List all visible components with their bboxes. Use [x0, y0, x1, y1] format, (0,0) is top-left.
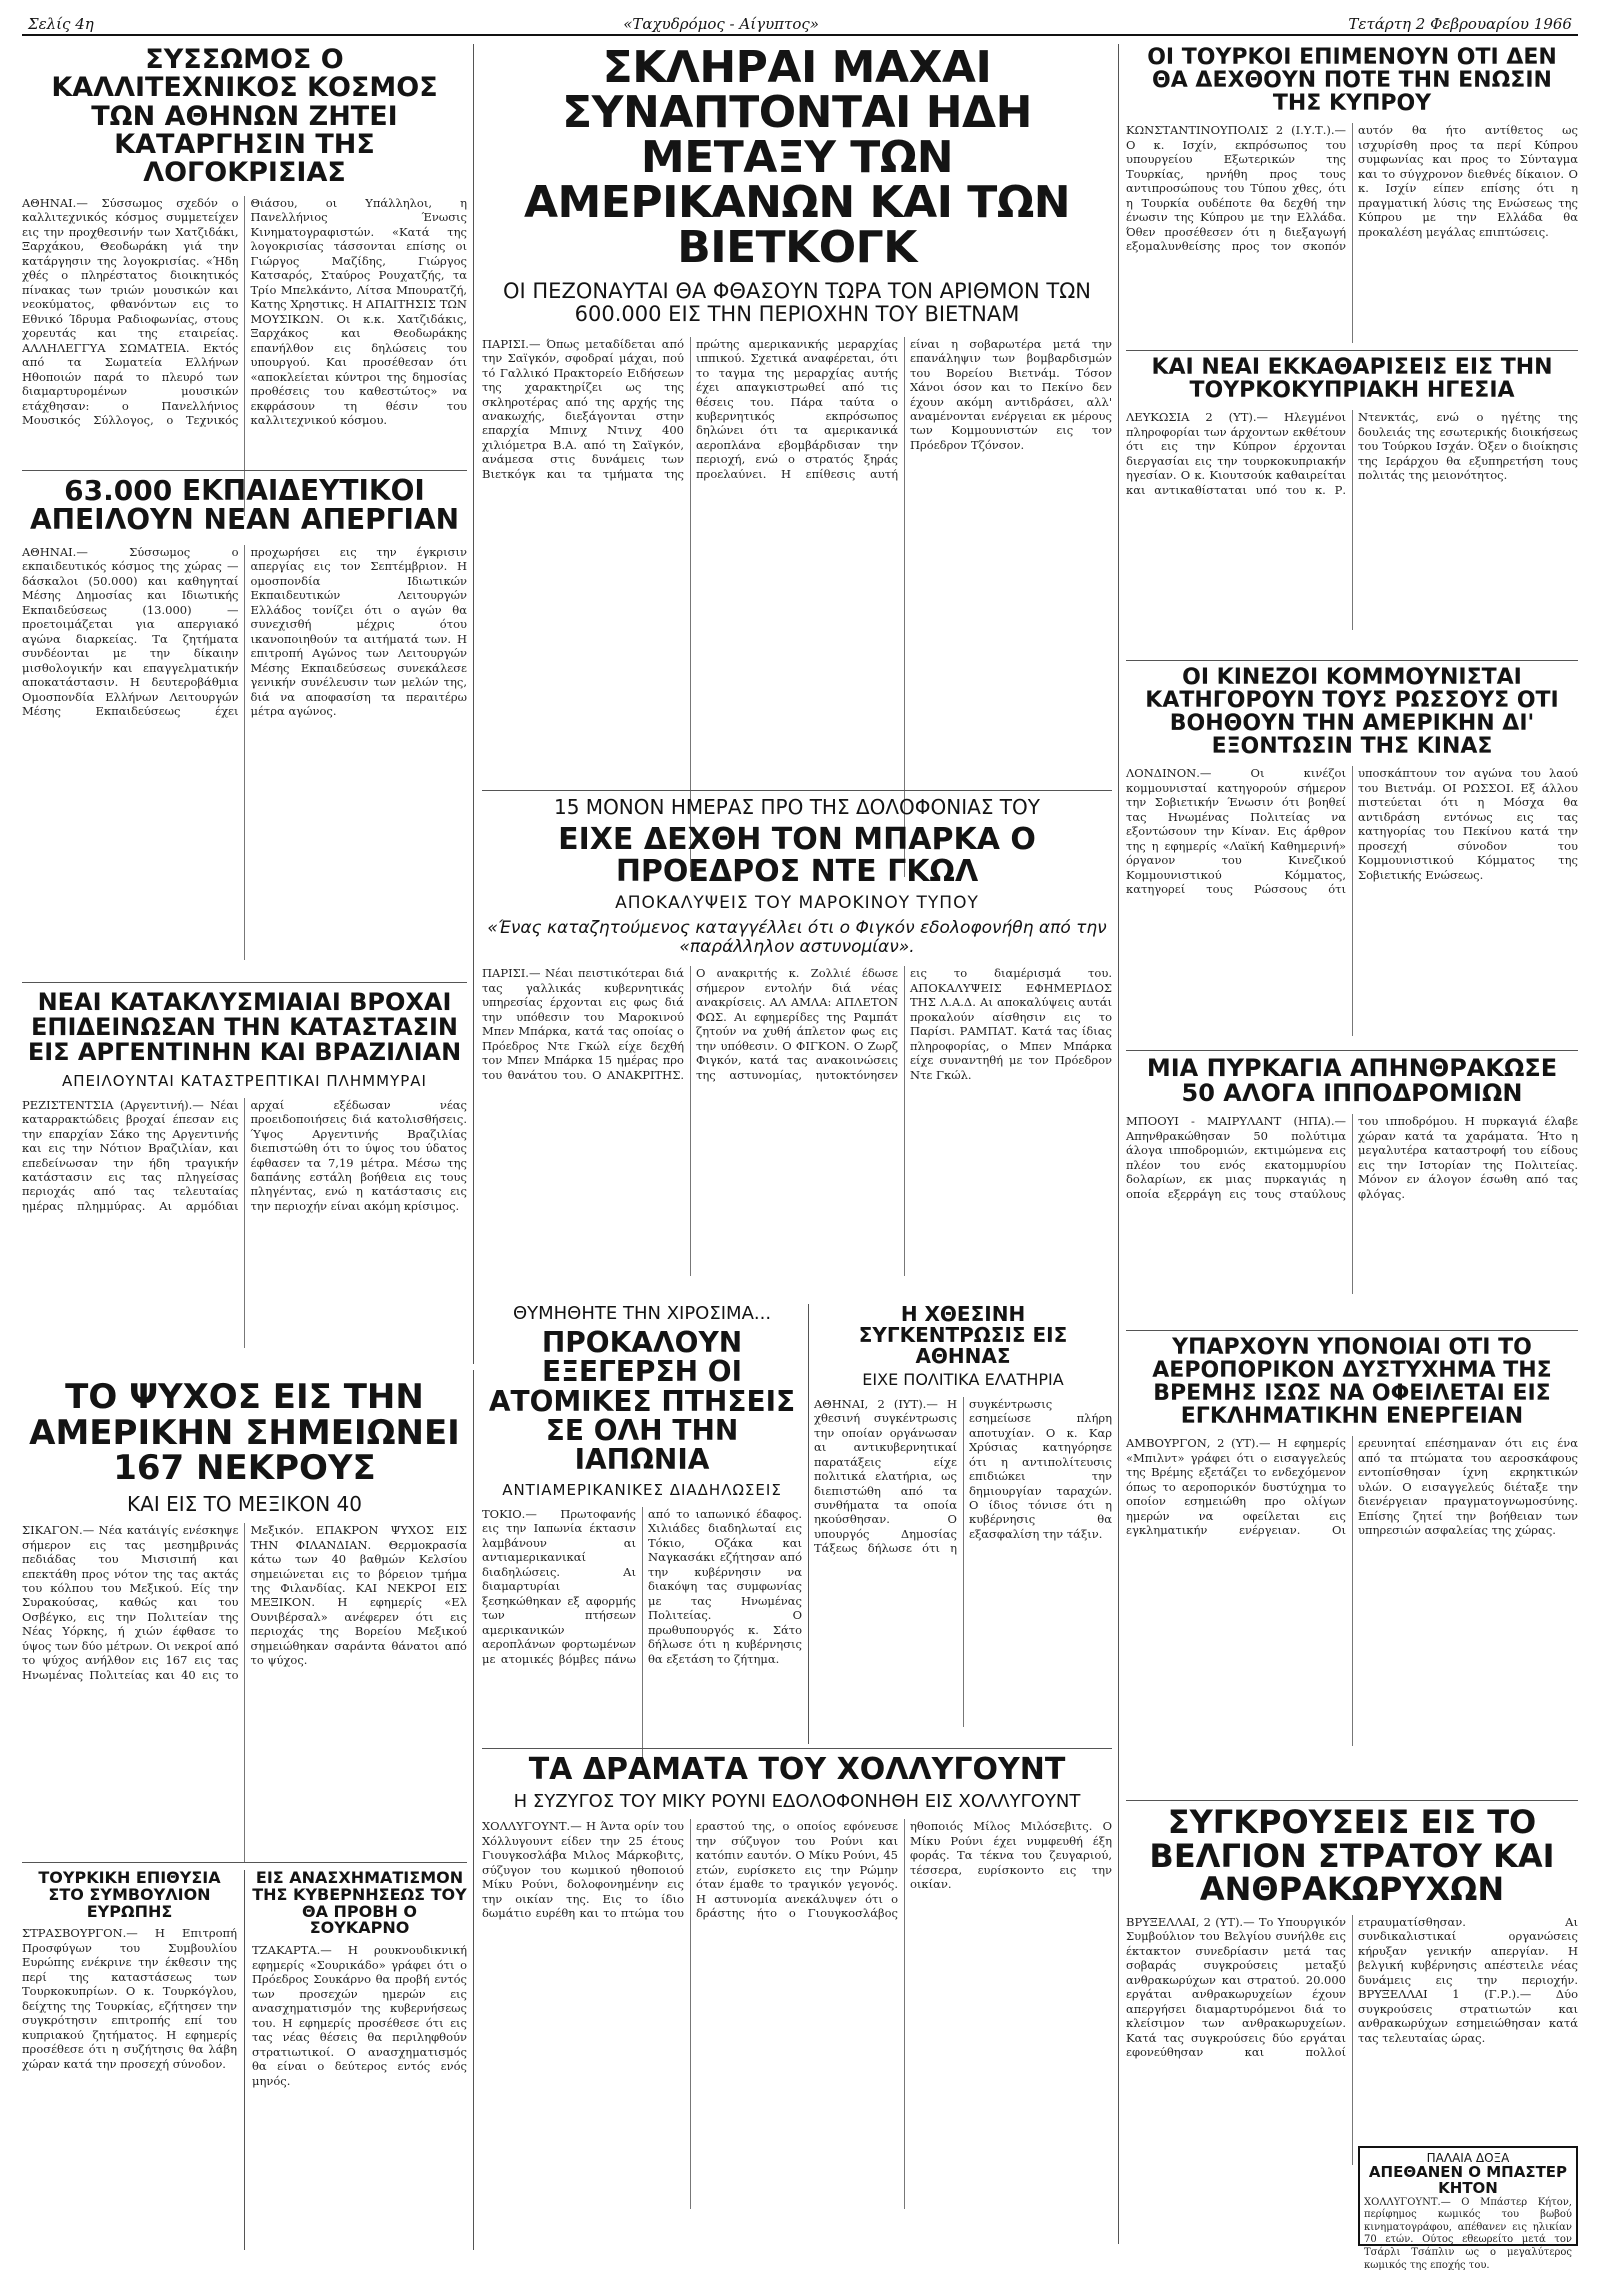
- headline: ΝΕΑΙ ΚΑΤΑΚΛΥΣΜΙΑΙΑΙ ΒΡΟΧΑΙ ΕΠΙΔΕΙΝΩΣΑΝ ΤΗΝ ΚΑΤΑΣΤΑΣΙΝ ΕΙΣ ΑΡΓΕΝΤΙΝΗΝ ΚΑΙ ΒΡΑΖΙΛΙΑΝ: [27, 988, 462, 1067]
- newspaper-name: «Ταχυδρόμος - Αίγυπτος»: [617, 15, 825, 33]
- article-belgium-clashes: [1126, 1803, 1578, 2271]
- article-body: ΑΜΒΟΥΡΓΟΝ, 2 (ΥΤ).— Η εφημερίς «Μπιλντ» γράφει ότι ο εισαγγελεύς της Βρέμης εξετάζει το ενδεχόμενον όπως το αεροπορικόν δυστύχημα το οποίον εσημειώθη προ ολίγων ημερών να οφείλεται εις εγκληματικήν ενέργειαν. Οι ερευνηταί επέσημαναν ότι εις ένα από τα πτώματα του αεροσκάφους εντοπίσθησαν ίχνη εκρηκτικών υλών. Ο εισαγγελεύς διέταξε την διενέργειαν πραγματογνωμοσύνης. Επίσης ζητεί την βοήθειαν των υπηρεσιών ασφαλείας της χώρας.: [1126, 1436, 1578, 1538]
- article-hollywood: [482, 1754, 1112, 2250]
- headline: ΕΙΧΕ ΔΕΧΘΗ ΤΟΝ ΜΠΑΡΚΑ Ο ΠΡΟΕΔΡΟΣ ΝΤΕ ΓΚΩΛ: [558, 822, 1036, 889]
- article-body: ΑΘΗΝΑΙ.— Σύσσωμος ο εκπαιδευτικός κόσμος της χώρας — δάσκαλοι (50.000) και καθηγηταί Μέσης Δημοσίας και Ιδιωτικής Εκπαιδεύσεως (13.000) — προετοιμάζεται για απεργιακό αγώνα διαρκείας. Τα ζητήματα συνδέονται με την δίκαιην μισθολογικήν και επαγγελματικήν αποκατάστασιν. Η δευτεροβάθμια Ομοσπονδία Ελλήνων Λειτουργών Μέσης Εκπαιδεύσεως έχει προχωρήσει εις την έγκρισιν απεργίας εις τον Σεπτέμβριον. Η ομοσπονδία Ιδιωτικών Εκπαιδευτικών Λειτουργών Ελλάδος τονίζει ότι ο αγών θα συνεχισθή μέχρις ότου ικανοποιηθούν τα αιτήματά των. Η επιτροπή Αγώνος των Λειτουργών Μέσης Εκπαιδεύσεως συνεκάλεσε γενικήν συνέλευσιν των μελών της, διά να αποφασίση τα περαιτέρω μέτρα αγώνος.: [22, 544, 467, 719]
- headline: ΟΙ ΚΙΝΕΖΟΙ ΚΟΜΜΟΥΝΙΣΤΑΙ ΚΑΤΗΓΟΡΟΥΝ ΤΟΥΣ ΡΩΣΣΟΥΣ ΟΤΙ ΒΟΗΘΟΥΝ ΤΗΝ ΑΜΕΡΙΚΗΝ ΔΙ' ΕΞΟΝΤΩΣΙΝ ΤΗΣ ΚΙΝΑΣ: [1145, 665, 1559, 760]
- headline: ΕΙΣ ΑΝΑΣΧΗΜΑΤΙΣΜΟΝ ΤΗΣ ΚΥΒΕΡΝΗΣΕΩΣ ΤΟΥ ΘΑ ΠΡΟΒΗ Ο ΣΟΥΚΑΡΝΟ: [252, 1868, 467, 1938]
- article-teachers-strike: [22, 476, 467, 976]
- article-body: ΛΟΝΔΙΝΟΝ.— Οι κινέζοι κομμουνισταί κατηγορούν σήμερον την Σοβιετικήν Ένωσιν ότι βοηθεί τας Ηνωμένας Πολιτείας να εξοντώσουν την Κίναν. Εις άρθρον της η εφημερίς «Λαϊκή Καθημερινή» όργανον του Κινεζικού Κομμουνιστικού Κόμματος, κατηγορεί τους Ρώσσους ότι υποσκάπτουν τον αγώνα του λαού του Βιετνάμ. ΟΙ ΡΩΣΣΟΙ. Εξ άλλου πιστεύεται ότι η Μόσχα θα αντιδράση εντόνως εις τας κατηγορίας του Πεκίνου κατά την προσεχή σύνοδον του Κομμουνιστικού Κόμματος της Σοβιετικής Ενώσεως.: [1126, 766, 1578, 897]
- article-sukarno: [252, 1870, 467, 2250]
- article-body: ΑΘΗΝΑΙ.— Σύσσωμος σχεδόν ο καλλιτεχνικός κόσμος συμμετείχεν εις την προχθεσινήν των Χατζιδάκι, Ξαρχάκου, Θεοδωράκη γιά την κατάργησιν της λογοκρισίας. «Ήδη χθές ο πληρέστατος διοικητικός πίνακας των τριών μουσικών και νεοκύματος, φθανόντων εις το Εθνικό Ίδρυμα Ραδιοφωνίας, στους χορευτάς και της εταιρείας. ΑΛΛΗΛΕΓΓΥΑ ΣΩΜΑΤΕΙΑ. Εκτός από τα Σωματεία Ελλήνων Ηθοποιών παρά το πλευρό των διαμαρτυρομένων μουσικών ετάχθησαν: ο Πανελλήνιος Μουσικός Σύλλογος, ο Τεχνικός Θιάσου, οι Υπάλληλοι, η Πανελλήνιος Ένωσις Κινηματογραφιστών. «Κατά της λογοκρισίας τάσσονται επίσης οι Γιώργος Μαζίδης, Γιώργος Κατσαρός, Σταύρος Ρουχατζής, τα Τρίο Μπελκάντο, Λίτσα Μπουρατζή, Κατης Χρηστικς. Η ΑΠΑΙΤΗΣΙΣ ΤΩΝ ΜΟΥΣΙΚΩΝ. Οι κ.κ. Χατζιδάκις, Ξαρχάκος και Θεοδωράκης επανήλθον εις δηλώσεις του υπουργού. Και προσέθεσαν ότι «αποκλείεται κύντροι της δημοσίας προθέσεις του καθεστώτος» να εκφράσουν τη θέσιν του καλλιτεχνικού κόσμου.: [22, 195, 467, 427]
- headline: ΣΥΣΣΩΜΟΣ Ο ΚΑΛΛΙΤΕΧΝΙΚΟΣ ΚΟΣΜΟΣ ΤΩΝ ΑΘΗΝΩΝ ΖΗΤΕΙ ΚΑΤΑΡΓΗΣΙΝ ΤΗΣ ΛΟΓΟΚΡΙΣΙΑΣ: [51, 44, 438, 189]
- subheadline: ΟΙ ΠΕΖΟΝΑΥΤΑΙ ΘΑ ΦΘΑΣΟΥΝ ΤΩΡΑ ΤΟΝ ΑΡΙΘΜΟΝ ΤΩΝ 600.000 ΕΙΣ ΤΗΝ ΠΕΡΙΟΧΗΝ ΤΟΥ ΒΙΕΤΝΑΜ: [502, 279, 1092, 327]
- headline: ΟΙ ΤΟΥΡΚΟΙ ΕΠΙΜΕΝΟΥΝ ΟΤΙ ΔΕΝ ΘΑ ΔΕΧΘΟΥΝ ΠΟΤΕ ΤΗΝ ΕΝΩΣΙΝ ΤΗΣ ΚΥΠΡΟΥ: [1147, 45, 1557, 117]
- article-body: ΧΟΛΛΥΓΟΥΝΤ.— Η Άντα ορίν του Χόλλυγουντ είδεν την 25 έτους Γιουγκοσλάβα Μιλος Μάρκοβιτς, σύζυγον του κωμικού ηθοποιού Μίκυ Ρούνι, δολοφονημένην εις την οικίαν της. Εις το ίδιο δωμάτιο ευρέθη και το πτώμα του εραστού της, ο οποίος εφόνευσε την σύζυγον του Ρούνι και κατόπιν εαυτόν. Ο Μίκυ Ρούνι, 45 ετών, ευρίσκετο εις την Ρώμην όταν έμαθε το τραγικόν γεγονός. Η αστυνομία ανεκάλυψεν ότι ο δράστης ήτο ο Γιουγκοσλάβος ηθοποιός Μίλος Μιλόσεβιτς. Ο Μίκυ Ρούνι έχει νυμφευθή έξη φοράς. Τα τέκνα του ζευγαριού, τέσσερα, ευρίσκοντο εις την οικίαν.: [482, 1819, 1112, 1921]
- article-air-crash: [1126, 1336, 1578, 1806]
- article-body: ΑΘΗΝΑΙ, 2 (ΙΥΤ).— Η χθεσινή συγκέντρωσις την οποίαν οργάνωσαν αι αντικυβερνητικαί παρατάξεις είχε πολιτικά ελατήρια, ως διεπιστώθη από τα συνθήματα τα οποία ηκούσθησαν. Ο υπουργός Δημοσίας Τάξεως δήλωσε ότι η συγκέντρωσις εσημείωσε πλήρη αποτυχίαν. Ο κ. Καρ Χρύσιας κατηγόρησε ότι η αντιπολίτευσις επιδιώκει την δημιουργίαν ταραχών. Ο ίδιος τόνισε ότι η κυβέρνησις θα εξασφαλίση την τάξιν.: [814, 1396, 1112, 1556]
- section-divider: [1126, 1050, 1578, 1051]
- headline: ΚΑΙ ΝΕΑΙ ΕΚΚΑΘΑΡΙΣΕΙΣ ΕΙΣ ΤΗΝ ΤΟΥΡΚΟΚΥΠΡΙΑΚΗ ΗΓΕΣΙΑ: [1151, 355, 1553, 404]
- pull-quote: «Ένας καταζητούμενος καταγγέλλει ότι ο Φιγκόν εδολοφονήθη από την «παράλληλον αστυνομίαν».: [487, 918, 1107, 957]
- article-council-of-europe: [22, 1870, 237, 2250]
- article-body: ΚΩΝΣΤΑΝΤΙΝΟΥΠΟΛΙΣ 2 (Ι.Υ.Τ.).— Ο κ. Ισχίν, εκπρόσωπος του υπουργείου Εξωτερικών της Τουρκίας, ηρνήθη προς τους αντιπροσώπους του Τύπου χθες, ότι η Τουρκία ουδέποτε θα δεχθή την ένωσιν της Κύπρου με την Ελλάδα. Όθεν προσέθεσεν ότι η διεξαγωγή εξομαλυνθείσης προς τον σκοπόν αυτόν θα ήτο αντίθετος ως ισχυρίσθη προς τα περί Κύπρου συμφωνίας και προς το Σύνταγμα και το σύγχρονον διεθνές δίκαιον. Ο κ. Ισχίν είπεν επίσης ότι η πραγματική λύσις της Ενώσεως της Κύπρου με την Ελλάδα θα προκαλέση μεγάλας επιπτώσεις.: [1126, 123, 1578, 254]
- article-stable-fire: [1126, 1056, 1578, 1326]
- section-divider: [1126, 1330, 1578, 1331]
- section-divider: [22, 982, 467, 983]
- article-floods: [22, 990, 467, 1370]
- subheadline: ΚΑΙ ΕΙΣ ΤΟ ΜΕΞΙΚΟΝ 40: [127, 1492, 362, 1517]
- article-japan-protests: [482, 1304, 802, 1744]
- article-body: ΒΡΥΞΕΛΛΑΙ, 2 (ΥΤ).— Το Υπουργικόν Συμβούλιον του Βελγίου συνήλθε εις έκτακτον συνεδρίασιν μετά τας σοβαράς συγκρούσεις μεταξύ ανθρακωρύχων και στρατού. 20.000 εργάται ανθρακωρυχείων έχουν απεργήσει διαμαρτυρόμενοι διά το κλείσιμον των ανθρακωρυχείων. Κατά τας συγκρούσεις δύο εργάται εφονεύθησαν και πολλοί ετραυματίσθησαν. Αι συνδικαλιστικαί οργανώσεις κήρυξαν γενικήν απεργίαν. Η βελγική κυβέρνησις απέστειλε νέας δυνάμεις εις την περιοχήν. ΒΡΥΞΕΛΛΑΙ 1 (Γ.Ρ.).— Δύο συγκρούσεις στρατιωτών και ανθρακωρύχων εσημειώθησαν κατά τας τελευταίας ώρας.: [1126, 1914, 1578, 2060]
- article-vietnam: [482, 42, 1112, 786]
- kicker: ΠΑΛΑΙΑ ΔΟΞΑ: [1426, 2151, 1510, 2165]
- headline: ΤΟ ΨΥΧΟΣ ΕΙΣ ΤΗΝ ΑΜΕΡΙΚΗΝ ΣΗΜΕΙΩΝΕΙ 167 ΝΕΚΡΟΥΣ: [29, 1377, 460, 1489]
- headline: ΣΥΓΚΡΟΥΣΕΙΣ ΕΙΣ ΤΟ ΒΕΛΓΙΟΝ ΣΤΡΑΤΟΥ ΚΑΙ ΑΝΘΡΑΚΩΡΥΧΩΝ: [1149, 1803, 1555, 1909]
- section-divider: [1126, 660, 1578, 661]
- subheadline: ΑΠΟΚΑΛΥΨΕΙΣ ΤΟΥ ΜΑΡΟΚΙΝΟΥ ΤΥΠΟΥ: [615, 893, 979, 913]
- headline: ΑΠΕΘΑΝΕΝ Ο ΜΠΑΣΤΕΡ ΚΗΤΟΝ: [1368, 2163, 1568, 2197]
- section-divider: [22, 1862, 467, 1863]
- section-divider: [482, 790, 1112, 791]
- article-athens-rally: [814, 1304, 1112, 1744]
- column-rule: [808, 1304, 809, 1744]
- kicker: 15 ΜΟΝΟΝ ΗΜΕΡΑΣ ΠΡΟ ΤΗΣ ΔΟΛΟΦΟΝΙΑΣ ΤΟΥ: [554, 795, 1040, 819]
- article-body: ΠΑΡΙΣΙ.— Όπως μεταδίδεται από την Σαϊγκόν, σφοδραί μάχαι, πού τό Γαλλικό Πρακτορείο Ειδήσεων της χαρακτηρίζει ως της σκληροτέρας από της αρχής της ανακωχής, διεξάγονται στην επαρχία Μπινχ Ντινχ 400 χιλιόμετρα Β.Α. από τη Σαϊγκόν, ανάμεσα στις δυνάμεις των Βιετκόγκ και τα τμήματα της πρώτης αμερικανικής μεραρχίας ιππικού. Σχετικά αναφέρεται, ότι το ταγμα της μεραρχίας αυτής έχει απαγκιστρωθεί από τις θέσεις του. Πάρα ταύτα ο κυβερνητικός εκπρόσωπος δηλώνει ότι τα αμερικανικά αεροπλάνα εβομβάρδισαν την περιοχή, ενώ ο στρατός ξηράς προελαύνει. Η επίθεσις αυτή είναι η σοβαρωτέρα μετά την επανάληψιν των βομβαρδισμών του Βορείου Βιετνάμ. Τόσον Χάνοι όσον και το Πεκίνο δεν έχουν ακόμη αντιδράσει, αλλ' αναμένονται ενέργειαι εκ μέρους των Κομμουνιστών εις τον Πρόεδρον Τζόνσον.: [482, 336, 1112, 481]
- article-chinese-communists: [1126, 666, 1578, 1046]
- column-rule: [473, 44, 474, 1364]
- article-body: ΣΙΚΑΓΟΝ.— Νέα κατάιγίς ενέσκηψε σήμερον εις τας μεσημβρινάς πεδιάδας του Μισισιπή και επεκτάθη προς νότον της τας ακτάς του κόλπου του Μεξικού. Είς την Συρακούσας, καθώς και του Οσβέγκο, εις την Πολιτείαν της Νέας Υόρκης, ή χιών έφθασε το ύψος των δύο μέτρων. Οι νεκροί από το ψύχος ανήλθον εις 167 εις τας Ηνωμένας Πολιτείας και 40 εις το Μεξικόν. ΕΠΑΚΡΟΝ ΨΥΧΟΣ ΕΙΣ ΤΗΝ ΦΙΛΑΝΔΙΑΝ. Θερμοκρασία κάτω των 40 βαθμών Κελσίου σημειώνεται εις το βόρειον τμήμα της Φιλανδίας. ΚΑΙ ΝΕΚΡΟΙ ΕΙΣ ΜΕΞΙΚΟΝ. Η εφημερίς «Ελ Ουνιβέρσαλ» ανέφερεν ότι εις περιοχάς της Βορείου Μεξικού σημειώθηκαν σαράντα θάνατοι από το ψύχος.: [22, 1523, 467, 1682]
- section-divider: [482, 1748, 1112, 1749]
- column-rule: [1118, 44, 1119, 2244]
- article-body: ΡΕΖΙΣΤΕΝΤΣΙΑ (Αργεντινή).— Νέαι καταρρακτώδεις βροχαί έπεσαν εις την επαρχίαν Σάκο της Αργεντινής και εις την Νότιον Βραζιλίαν, και επεδείνωσαν την ήδη τραγικήν κατάστασιν εις τας πληγείσας περιοχάς από τας τελευταίας ημέρας πλημμύρας. Αι αρμόδιαι αρχαί εξέδωσαν νέας προειδοποιήσεις διά κατολισθήσεις. Ύψος Αργεντινής Βραζιλίας διεπιστώθη ότι το ύψος του ύδατος έφθασεν τα 7,19 μέτρα. Μέσω της δαπάνης εστάλη βοήθεια εις τους πληγέντας, ενώ η κατάστασις εις την περιοχήν είναι ακόμη κρίσιμος.: [22, 1097, 467, 1213]
- article-body: ΤΟΚΙΟ.— Πρωτοφανής εις την Ιαπωνία έκτασιν λαμβάνουν αι αντιαμερικανικαί διαδηλώσεις. Αι διαμαρτυρίαι ξεσηκώθηκαν εξ αφορμής των πτήσεων αμερικανικών αεροπλάνων φορτωμένων με ατομικές βόμβες πάνω από το ιαπωνικό έδαφος. Χιλιάδες διαδηλωταί εις Τόκιο, Οζάκα και Ναγκασάκι εζήτησαν από την κυβέρνησιν να διακόψη τας συμφωνίας με τας Ηνωμένας Πολιτείας. Ο πρωθυπουργός κ. Σάτο δήλωσε ότι η κυβέρνησις θα εξετάση το ζήτημα.: [482, 1506, 802, 1666]
- headline: ΥΠΑΡΧΟΥΝ ΥΠΟΝΟΙΑΙ ΟΤΙ ΤΟ ΑΕΡΟΠΟΡΙΚΟΝ ΔΥΣΤΥΧΗΜΑ ΤΗΣ ΒΡΕΜΗΣ ΙΣΩΣ ΝΑ ΟΦΕΙΛΕΤΑΙ ΕΙΣ ΕΓΚΛΗΜΑΤΙΚΗΝ ΕΝΕΡΓΕΙΑΝ: [1152, 1335, 1552, 1430]
- headline: ΤΟΥΡΚΙΚΗ ΕΠΙΘΥΣΙΑ ΣΤΟ ΣΥΜΒΟΥΛΙΟΝ ΕΥΡΩΠΗΣ: [38, 1868, 221, 1921]
- headline: ΜΙΑ ΠΥΡΚΑΓΙΑ ΑΠΗΝΘΡΑΚΩΣΕ 50 ΑΛΟΓΑ ΙΠΠΟΔΡΟΜΙΩΝ: [1146, 1054, 1558, 1108]
- article-body: ΤΖΑΚΑΡΤΑ.— Η ρουκνουδικνική εφημερίς «Σουρικάδο» γράφει ότι ο Πρόεδρος Σουκάρνο θα προβή εντός των προσεχών ημερών εις ανασχηματισμόν της κυβερνήσεως του. Η εφημερίς προσέθεσε ότι εις τας νέας θέσεις θα περιληφθούν στρατιωτικοί. Ο ανασχηματισμός θα είναι ο δεύτερος εντός ενός μηνός.: [252, 1943, 467, 2088]
- section-divider: [22, 470, 467, 471]
- issue-date: Τετάρτη 2 Φεβρουαρίου 1966: [1342, 15, 1578, 33]
- article-body: ΠΑΡΙΣΙ.— Νέαι πειστικότεραι διά τας γαλλικάς κυβερνητικάς υπηρεσίας έρχονται εις φως διά την υπόθεσιν του Μαροκινού Μπεν Μπάρκα, κατά τας οποίας ο Πρόεδρος Ντε Γκώλ είχε δεχθή τον Μπεν Μπάρκα 15 ημέρας προ του θανάτου του. Ο ΑΝΑΚΡΙΤΗΣ. Ο ανακριτής κ. Ζολλιέ έδωσε σήμερον εντολήν διά νέας ανακρίσεις. ΑΛ ΑΜΛΑ: ΑΠΛΕΤΟΝ ΦΩΣ. Αι εφημερίδες της Ραμπάτ ζητούν να χυθή άπλετον φως εις την υπόθεσιν. Ο ΦΙΓΚΟΝ. Ο Ζωρζ Φιγκόν, κατά τας ανακοινώσεις της αστυνομίας, ηυτοκτόνησεν εις το διαμέρισμά του. ΑΠΟΚΑΛΥΨΕΙΣ ΕΦΗΜΕΡΙΔΟΣ ΤΗΣ Λ.Α.Δ. Αι αποκαλύψεις αυτάι προκαλούν αίσθησιν εις το Παρίσι. ΡΑΜΠΑΤ. Κατά τας ίδιας πληροφορίας, ο Μπεν Μπάρκα είχε συναντηθή με τον Πρόεδρον Ντε Γκώλ.: [482, 966, 1112, 1082]
- section-divider: [1126, 350, 1578, 351]
- headline: ΣΚΛΗΡΑΙ ΜΑΧΑΙ ΣΥΝΑΠΤΟΝΤΑΙ ΗΔΗ ΜΕΤΑΞΥ ΤΩΝ ΑΜΕΡΙΚΑΝΩΝ ΚΑΙ ΤΩΝ ΒΙΕΤΚΟΓΚ: [523, 42, 1071, 273]
- section-divider: [1126, 1800, 1578, 1801]
- article-turkish-cypriot-leadership: [1126, 356, 1578, 656]
- subheadline: Η ΣΥΖΥΓΟΣ ΤΟΥ ΜΙΚΥ ΡΟΥΝΙ ΕΔΟΛΟΦΟΝΗΘΗ ΕΙΣ ΧΟΛΛΥΓΟΥΝΤ: [513, 1790, 1081, 1812]
- headline: ΠΡΟΚΑΛΟΥΝ ΕΞΕΓΕΡΣΗ ΟΙ ΑΤΟΜΙΚΕΣ ΠΤΗΣΕΙΣ ΣΕ ΟΛΗ ΤΗΝ ΙΑΠΩΝΙΑ: [488, 1325, 796, 1477]
- article-body: ΛΕΥΚΩΣΙΑ 2 (ΥΤ).— Ηλεγμένοι πληροφορίαι των άρχοντων εκθέτουν ότι εις την Κύπρον έρχονται διεργασίαι εις την τουρκοκυπριακήν ηγεσίαν. Ο κ. Κιουτσούκ καθαιρείται και αντικαθίσταται υπό του κ. Ρ. Ντενκτάς, ενώ ο ηγέτης της δουλειάς της εσωτερικής διοικήσεως του Τούρκου Ισχάν. Όξεν ο διοίκησις της Ιεράρχου θα εξυπηρετήση τους πολιτάς της μειονότητος.: [1126, 410, 1578, 497]
- column-rule: [244, 1870, 245, 2250]
- boxed-item-buster-keaton: [1358, 2146, 1578, 2271]
- subheadline: ΕΙΧΕ ΠΟΛΙΤΙΚΑ ΕΛΑΤΗΡΙΑ: [862, 1370, 1064, 1389]
- subheadline: ΑΠΕΙΛΟΥΝΤΑΙ ΚΑΤΑΣΤΡΕΠΤΙΚΑΙ ΠΛΗΜΜΥΡΑΙ: [62, 1071, 427, 1090]
- headline: 63.000 ΕΚΠΑΙΔΕΥΤΙΚΟΙ ΑΠΕΙΛΟΥΝ ΝΕΑΝ ΑΠΕΡΓΙΑΝ: [29, 474, 460, 537]
- page-header: [22, 14, 1578, 36]
- article-cyprus-turks: [1126, 46, 1578, 346]
- article-body: ΣΤΡΑΣΒΟΥΡΓΟΝ.— Η Επιτροπή Προσφύγων του Συμβουλίου Ευρώπης ενέκρινε την έκθεσιν της περί της καταστάσεως των Τουρκοκυπρίων. Ο κ. Τουρκόγλου, δείχτης της Τουρκίας, εζήτησεν την συγκρότησιν επιτροπής επί του κυπριακού ζητήματος. Η εφημερίς προσέθεσε ότι η συζήτησις θα λάβη χώραν κατά την προσεχή σύνοδον.: [22, 1926, 237, 2071]
- subheadline: ΑΝΤΙΑΜΕΡΙΚΑΝΙΚΕΣ ΔΙΑΔΗΛΩΣΕΙΣ: [502, 1480, 782, 1499]
- article-cold-wave: [22, 1377, 467, 1860]
- headline: ΤΑ ΔΡΑΜΑΤΑ ΤΟΥ ΧΟΛΛΥΓΟΥΝΤ: [528, 1752, 1066, 1787]
- article-body: ΜΠΟΟΥΙ - ΜΑΙΡΥΛΑΝΤ (ΗΠΑ).— Απηνθρακώθησαν 50 πολύτιμα άλογα ιπποδρομιών, εκτιμώμενα εις πλέον του ενός εκατομμυρίου δολαρίων, εκ μιας πυρκαγιάς η οποία εξερράγη εις τους σταύλους του ιπποδρόμου. Η πυρκαγιά έλαβε χώραν κατά τα χαράματα. Ήτο η μεγαλυτέρα καταστροφή του είδους εις την Ιστορίαν της Πολιτείας. Μόνον εν άλογον έσωθη από τας φλόγας.: [1126, 1114, 1578, 1201]
- article-censorship: [22, 46, 467, 466]
- article-ben-barka: [482, 796, 1112, 1296]
- article-body: ΧΟΛΛΥΓΟΥΝΤ.— Ο Μπάστερ Κήτον, περίφημος κωμικός του βωβού κινηματογράφου, απέθανεν εις ηλικίαν 70 ετών. Ούτος εθεωρείτο μετά τον Τσάρλι Τσάπλιν ως ο μεγαλύτερος κωμικός της εποχής του.: [1364, 2196, 1572, 2271]
- kicker: ΘΥΜΗΘΗΤΕ ΤΗΝ ΧΙΡΟΣΙΜΑ...: [512, 1303, 772, 1324]
- page-number: Σελίς 4η: [22, 15, 100, 33]
- headline: Η ΧΘΕΣΙΝΗ ΣΥΓΚΕΝΤΡΩΣΙΣ ΕΙΣ ΑΘΗΝΑΣ: [858, 1302, 1068, 1368]
- column-rule: [473, 1370, 474, 2250]
